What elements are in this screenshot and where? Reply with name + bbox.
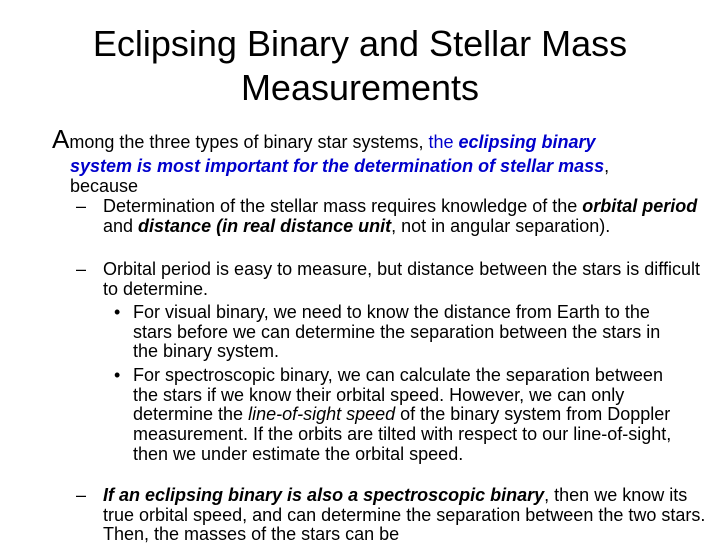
orbital-period-emphasis: orbital period [582, 196, 698, 216]
intro-text-blue: the [428, 132, 459, 152]
bullet-text: Orbital period is easy to measure, but distance between the stars is difficult to determine. [103, 259, 700, 299]
bullet-text-segment: , not in angular separation). [391, 215, 611, 236]
dash-marker: – [76, 485, 87, 505]
intro-line-3: because [70, 175, 139, 196]
bullet-dot: • [114, 365, 121, 385]
bullet-text-segment: Determination of the stellar mass requires knowledge of the [103, 196, 583, 216]
line-of-sight-speed-emphasis: line-of-sight speed [248, 404, 396, 425]
dash-marker: – [76, 259, 87, 279]
intro-first-letter: A [52, 124, 70, 154]
sub-bullet-text-segment: For spectroscopic binary, we can calculate the separation between the stars if we know their orbital speed. However, we can only determine the [133, 365, 663, 425]
eclipsing-spectroscopic-emphasis: If an eclipsing binary is also a spectroscopic binary [103, 485, 545, 505]
intro-key-statement: system is most important for the determination of stellar mass [70, 156, 605, 176]
sub-bullet-text-segment: of the binary system from Doppler measurement. If the orbits are tilted with respect to our line-of-sight, then we under estimate the orbital speed. [133, 404, 672, 464]
intro-line-2 [70, 157, 710, 177]
intro-continuation [70, 157, 710, 196]
intro-eclipsing-binary: eclipsing binary [458, 132, 596, 152]
intro-comma: , [604, 156, 610, 176]
bullet-text [103, 197, 713, 236]
intro-line-1 [52, 124, 596, 154]
bullet-text-segment: , then we know its true orbital speed, and can determine the separation between the two stars. Then, the masses of the stars can be [103, 485, 706, 545]
sub-bullet-text [133, 366, 673, 465]
sub-bullet-text: For visual binary, we need to know the distance from Earth to the stars before we can determine the separation between the stars in the binary system. [133, 302, 661, 362]
bullet-dot: • [114, 302, 121, 322]
bullet-text-segment: and [103, 215, 139, 236]
dash-marker: – [76, 196, 87, 216]
slide-title-line-1: Eclipsing Binary and Stellar Mass [92, 23, 628, 64]
distance-emphasis: distance (in real distance unit [138, 215, 392, 236]
bullet-text [103, 486, 713, 545]
slide-title-line-2: Measurements [240, 67, 480, 108]
intro-text-plain: mong the three types of binary star systems, [69, 132, 429, 152]
slide-title [0, 22, 720, 110]
